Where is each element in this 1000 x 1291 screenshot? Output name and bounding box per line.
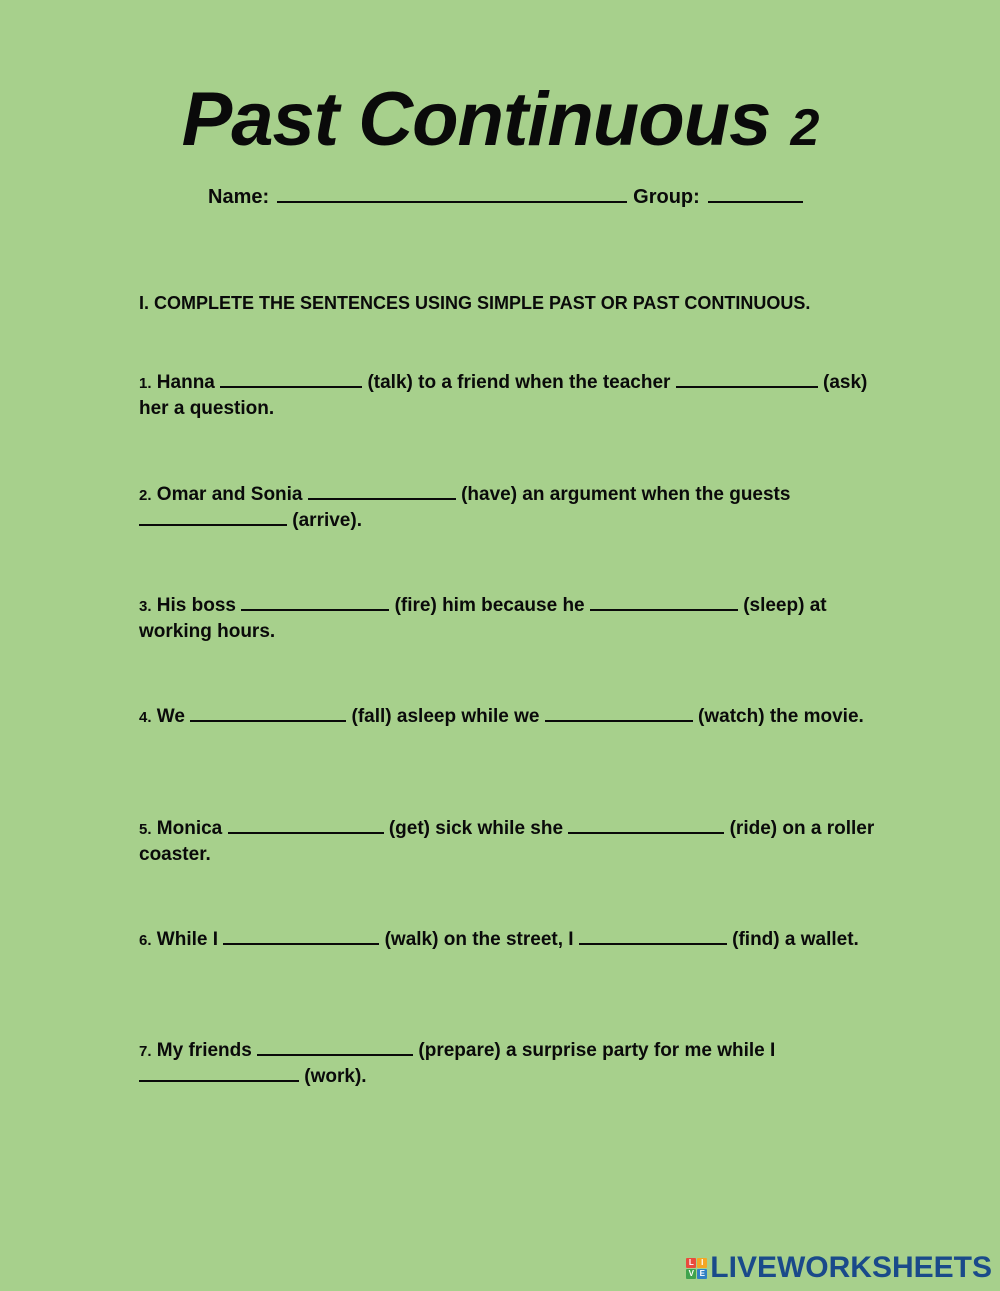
item-text: (arrive).: [292, 510, 362, 531]
item-number: 1.: [139, 375, 152, 392]
item-text: Monica: [156, 818, 223, 839]
group-label: Group:: [633, 186, 700, 208]
answer-blank[interactable]: [579, 927, 727, 945]
answer-blank[interactable]: [257, 1038, 413, 1056]
exercise-item: [139, 482, 879, 533]
logo-mark-icon: [686, 1258, 707, 1279]
student-info: [208, 186, 803, 209]
item-text: (talk) to a friend when the teacher: [367, 372, 671, 393]
item-text: While I: [156, 929, 219, 950]
group-field[interactable]: [708, 201, 803, 203]
item-text: (watch) the movie.: [698, 706, 864, 727]
answer-blank[interactable]: [545, 704, 693, 722]
item-number: 4.: [139, 709, 152, 726]
answer-blank[interactable]: [308, 482, 456, 500]
exercise-item: [139, 927, 879, 953]
answer-blank[interactable]: [223, 927, 379, 945]
item-text: (sleep) at working hours.: [139, 595, 827, 642]
logo-letter-e: E: [697, 1269, 707, 1279]
name-field[interactable]: [277, 201, 627, 203]
logo-letter-v: V: [686, 1269, 696, 1279]
logo-letter-l: L: [686, 1258, 696, 1268]
worksheet-title: [0, 77, 1000, 162]
item-number: 5.: [139, 821, 152, 838]
item-text: (ask) her a question.: [139, 372, 868, 419]
exercise-item: [139, 704, 879, 730]
item-text: (walk) on the street, I: [384, 929, 574, 950]
item-text: My friends: [156, 1040, 252, 1061]
item-text: Hanna: [156, 372, 215, 393]
title-number: 2: [790, 99, 819, 157]
answer-blank[interactable]: [676, 370, 818, 388]
item-text: (get) sick while she: [388, 818, 564, 839]
answer-blank[interactable]: [220, 370, 362, 388]
item-number: 3.: [139, 598, 152, 615]
answer-blank[interactable]: [139, 1064, 299, 1082]
name-label: Name:: [208, 186, 270, 208]
item-text: Omar and Sonia: [156, 484, 303, 505]
answer-blank[interactable]: [241, 593, 389, 611]
item-text: (work).: [304, 1066, 367, 1087]
item-number: 6.: [139, 932, 152, 949]
item-number: 7.: [139, 1043, 152, 1060]
answer-blank[interactable]: [190, 704, 346, 722]
answer-blank[interactable]: [139, 508, 287, 526]
item-text: (ride) on a roller coaster.: [139, 818, 875, 865]
title-text: Past Continuous: [181, 77, 771, 162]
exercise-item: [139, 816, 879, 867]
item-text: (fire) him because he: [394, 595, 585, 616]
instruction-heading: I. COMPLETE THE SENTENCES USING SIMPLE PAST OR PAST CONTINUOUS.: [139, 293, 811, 313]
liveworksheets-logo: [686, 1251, 992, 1285]
exercise-item: [139, 370, 879, 421]
item-text: (fall) asleep while we: [351, 706, 540, 727]
answer-blank[interactable]: [228, 816, 384, 834]
logo-text: LIVEWORKSHEETS: [710, 1251, 992, 1284]
item-number: 2.: [139, 487, 152, 504]
item-text: (have) an argument when the guests: [461, 484, 791, 505]
exercise-item: [139, 1038, 879, 1089]
item-text: (find) a wallet.: [732, 929, 859, 950]
logo-letter-i: I: [697, 1258, 707, 1268]
answer-blank[interactable]: [590, 593, 738, 611]
item-text: We: [156, 706, 185, 727]
exercise-item: [139, 593, 879, 644]
answer-blank[interactable]: [568, 816, 724, 834]
item-text: His boss: [156, 595, 236, 616]
item-text: (prepare) a surprise party for me while I: [418, 1040, 776, 1061]
